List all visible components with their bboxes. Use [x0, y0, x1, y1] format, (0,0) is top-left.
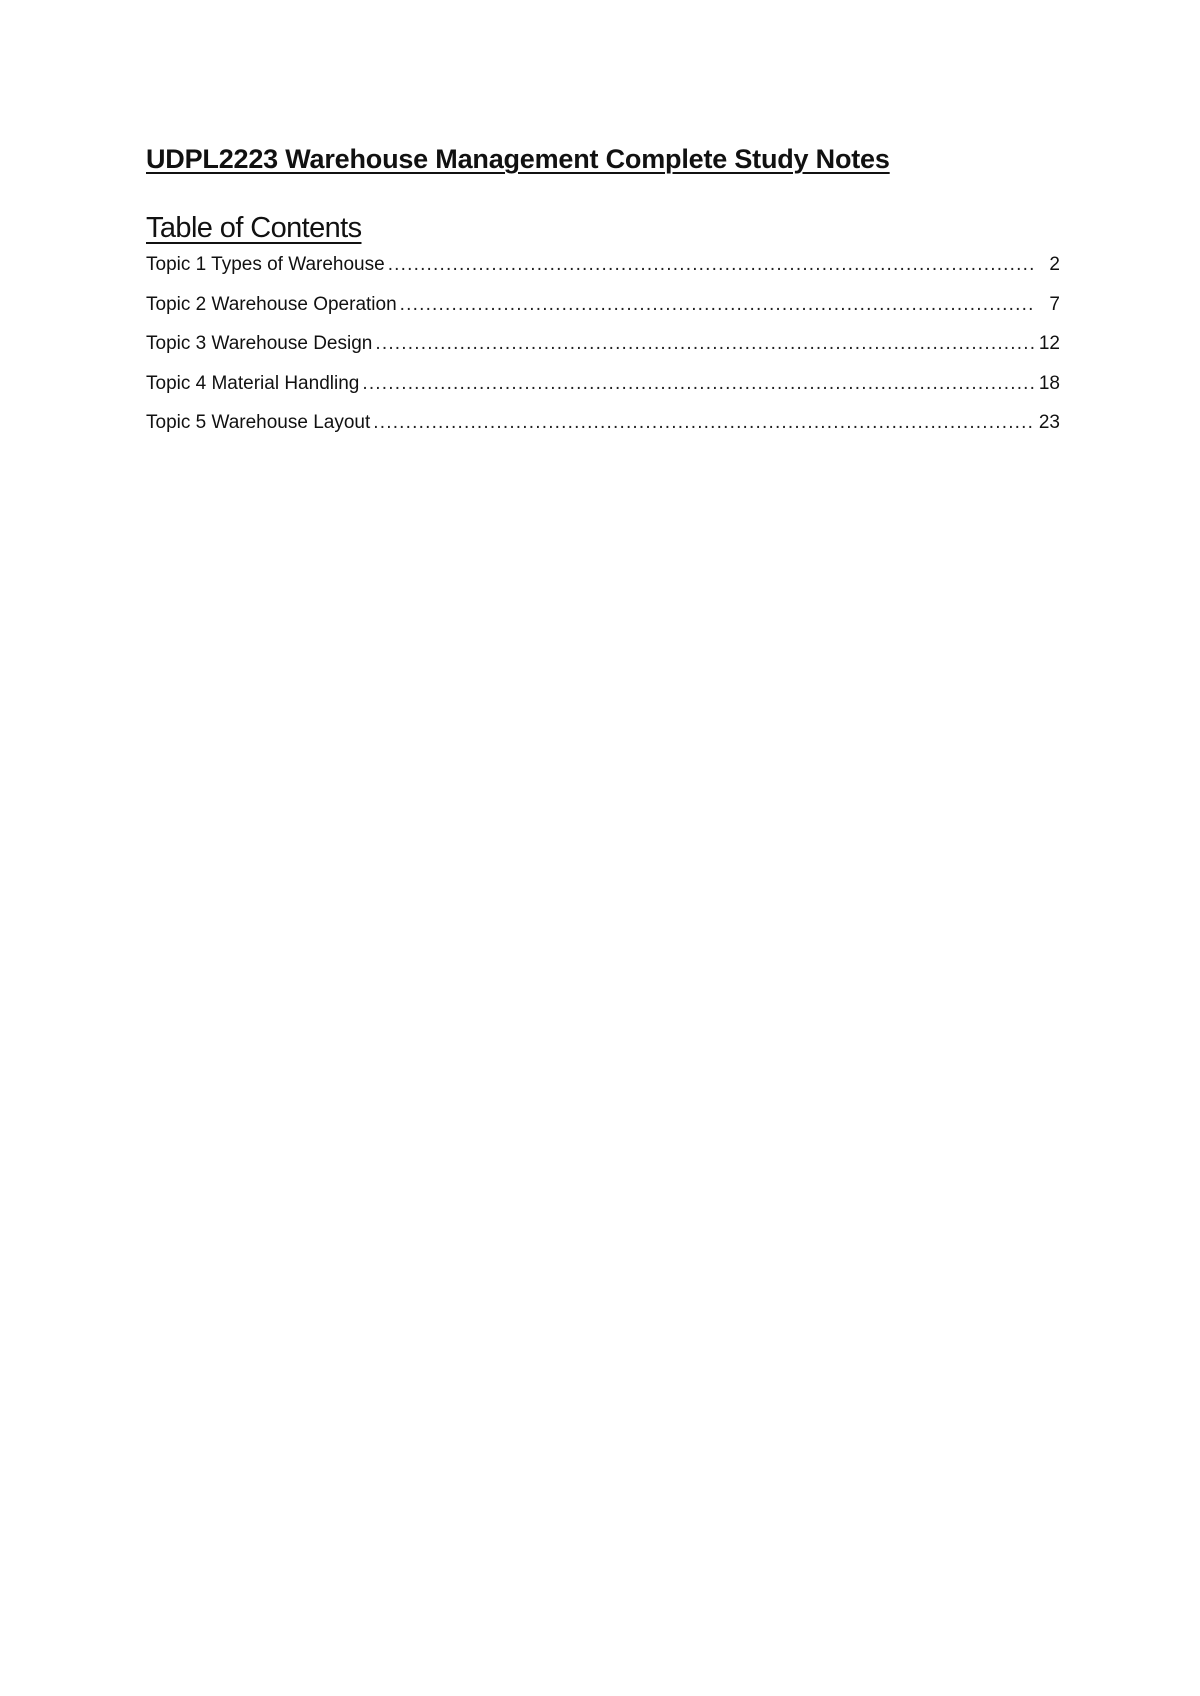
toc-entry-label: Topic 5 Warehouse Layout — [146, 412, 371, 433]
toc-dot-leader — [400, 292, 1034, 318]
toc-entry-topic-2[interactable] — [146, 292, 1060, 332]
toc-entry-label: Topic 2 Warehouse Operation — [146, 293, 397, 315]
toc-entry-label: Topic 4 Material Handling — [146, 372, 360, 394]
toc-dot-leader — [388, 252, 1034, 278]
toc-entry-topic-1[interactable] — [146, 252, 1060, 292]
toc-entry-page-number: 2 — [1049, 254, 1060, 275]
document-title: UDPL2223 Warehouse Management Complete Study Notes — [146, 144, 890, 174]
toc-dot-leader — [375, 331, 1034, 357]
toc-heading: Table of Contents — [146, 212, 362, 244]
toc-entry-label: Topic 1 Types of Warehouse — [146, 254, 385, 275]
toc-entry-page-number: 12 — [1038, 333, 1060, 354]
toc-entry-page-number: 7 — [1049, 293, 1060, 315]
toc-entry-topic-3[interactable] — [146, 331, 1060, 371]
toc-entry-page-number: 23 — [1038, 412, 1060, 433]
toc-entry-page-number: 18 — [1038, 372, 1060, 394]
table-of-contents — [146, 252, 1060, 450]
toc-entry-topic-4[interactable] — [146, 371, 1060, 411]
toc-dot-leader — [373, 410, 1034, 436]
toc-entry-topic-5[interactable] — [146, 410, 1060, 450]
toc-entry-label: Topic 3 Warehouse Design — [146, 333, 373, 354]
toc-dot-leader — [362, 371, 1034, 397]
